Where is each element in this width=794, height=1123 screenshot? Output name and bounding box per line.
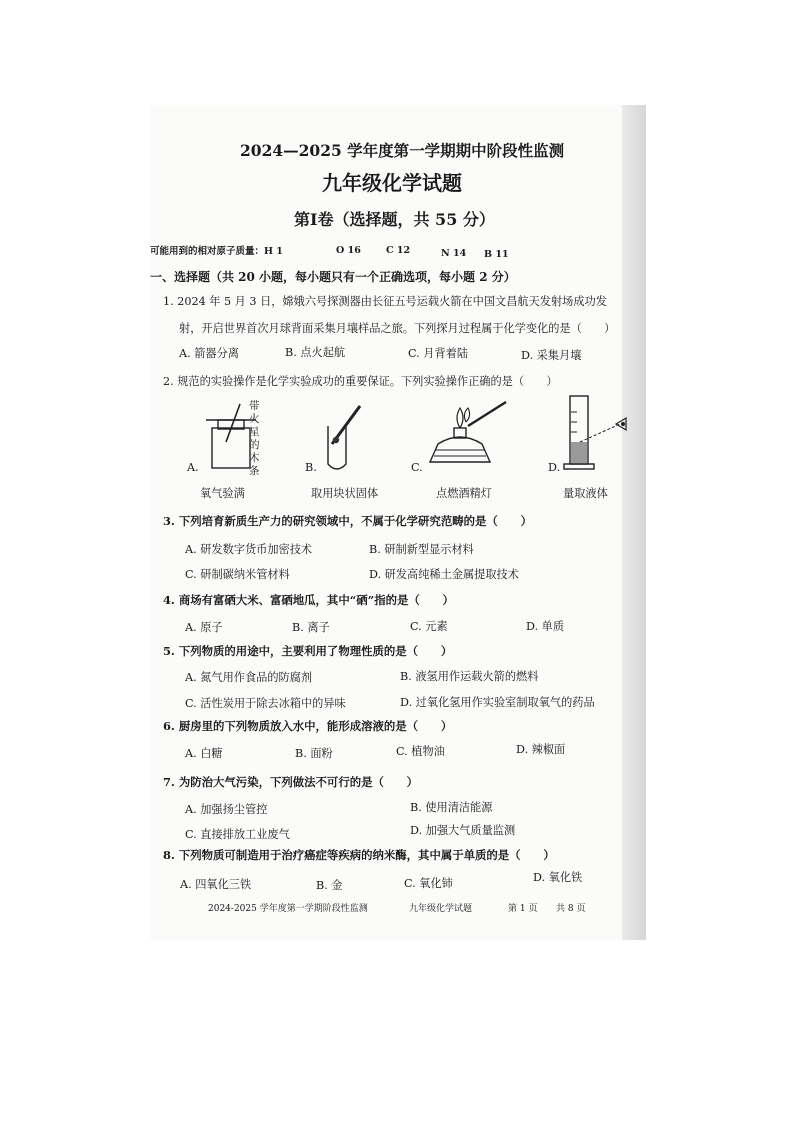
figure-oxygen-test	[200, 398, 280, 470]
footer-subject: 九年级化学试题	[409, 904, 473, 914]
footer-page: 第 1 页	[508, 904, 538, 914]
atomic-mass-label: 可能用到的相对原子质量：H 1	[150, 246, 283, 257]
q8-option-a: A. 四氧化三铁	[180, 878, 252, 891]
atomic-mass-n: N 14	[441, 248, 467, 259]
q2-caption-a: 氧气验满	[200, 487, 245, 500]
atomic-mass-c: C 12	[386, 245, 411, 256]
q4-stem: 4. 商场有富硒大米、富硒地瓜，其中“硒”指的是（ ）	[163, 593, 454, 607]
q6-stem: 6. 厨房里的下列物质放入水中，能形成溶液的是（ ）	[163, 719, 453, 733]
q2-caption-c: 点燃酒精灯	[436, 487, 492, 500]
footer-total: 共 8 页	[556, 904, 586, 914]
figure-alcohol-lamp	[424, 400, 514, 472]
q5-stem: 5. 下列物质的用途中，主要利用了物理性质的是（ ）	[163, 644, 453, 658]
q2-stem: 2. 规范的实验操作是化学实验成功的重要保证。下列实验操作正确的是（ ）	[163, 375, 558, 388]
q1-option-c: C. 月背着陆	[408, 347, 469, 360]
atomic-mass-b: B 11	[484, 249, 509, 260]
q5-option-c: C. 活性炭用于除去冰箱中的异味	[185, 697, 346, 710]
q4-option-c: C. 元素	[410, 620, 448, 633]
q2-option-d: D.	[548, 461, 561, 474]
figure-graduated-cylinder	[560, 392, 635, 472]
q2-caption-b: 取用块状固体	[311, 487, 379, 500]
q1-option-d: D. 采集月壤	[521, 349, 582, 362]
q7-stem: 7. 为防治大气污染，下列做法不可行的是（ ）	[163, 775, 419, 789]
q6-option-c: C. 植物油	[396, 745, 445, 758]
q2-option-c: C.	[411, 461, 423, 474]
atomic-mass-o: O 16	[336, 245, 361, 256]
q3-option-c: C. 研制碳纳米管材料	[185, 568, 290, 581]
q6-option-a: A. 白糖	[185, 747, 223, 760]
q7-option-a: A. 加强扬尘管控	[185, 803, 268, 816]
figure-test-tube	[318, 404, 368, 474]
q5-option-d: D. 过氧化氢用作实验室制取氧气的药品	[400, 696, 595, 709]
q1-option-b: B. 点火起航	[285, 346, 346, 359]
section-heading: 一、选择题（共 20 小题，每小题只有一个正确选项，每小题 2 分）	[150, 270, 516, 284]
q8-option-d: D. 氧化铁	[533, 871, 583, 884]
q3-stem: 3. 下列培育新质生产力的研究领域中，不属于化学研究范畴的是（ ）	[163, 514, 532, 528]
q8-option-c: C. 氧化铈	[404, 877, 453, 890]
q2-option-a: A.	[187, 461, 199, 474]
splint-label: 带火星的木条	[249, 400, 260, 477]
q4-option-a: A. 原子	[185, 621, 223, 634]
footer-exam: 2024-2025 学年度第一学期阶段性监测	[208, 904, 368, 914]
q1-option-a: A. 箭器分离	[179, 347, 239, 360]
exam-title: 2024—2025 学年度第一学期期中阶段性监测	[240, 141, 565, 160]
q8-stem: 8. 下列物质可制造用于治疗癌症等疾病的纳米酶，其中属于单质的是（ ）	[163, 848, 555, 862]
q3-option-d: D. 研发高纯稀土金属提取技术	[369, 568, 519, 581]
q1-stem-line2: 射，开启世界首次月球背面采集月壤样品之旅。下列探月过程属于化学变化的是（ ）	[179, 322, 616, 335]
volume-title: 第Ⅰ卷（选择题，共 55 分）	[294, 210, 495, 229]
q6-option-d: D. 辣椒面	[516, 743, 566, 756]
q3-option-a: A. 研发数字货币加密技术	[185, 543, 313, 556]
q4-option-b: B. 离子	[292, 621, 330, 634]
q7-option-b: B. 使用清洁能源	[410, 801, 493, 814]
q7-option-d: D. 加强大气质量监测	[410, 824, 516, 837]
q7-option-c: C. 直接排放工业废气	[185, 828, 290, 841]
subject-title: 九年级化学试题	[322, 171, 462, 195]
q5-option-a: A. 氮气用作食品的防腐剂	[185, 671, 313, 684]
q4-option-d: D. 单质	[526, 620, 565, 633]
q3-option-b: B. 研制新型显示材料	[369, 543, 474, 556]
q6-option-b: B. 面粉	[295, 747, 333, 760]
q2-caption-d: 量取液体	[563, 487, 608, 500]
page-shadow-edge	[622, 105, 646, 940]
q1-stem-line1: 1. 2024 年 5 月 3 日，嫦娥六号探测器由长征五号运载火箭在中国文昌航天发射场成功发	[163, 295, 607, 308]
q8-option-b: B. 金	[316, 879, 343, 892]
q2-option-b: B.	[305, 461, 317, 474]
q5-option-b: B. 液氢用作运载火箭的燃料	[400, 670, 539, 683]
